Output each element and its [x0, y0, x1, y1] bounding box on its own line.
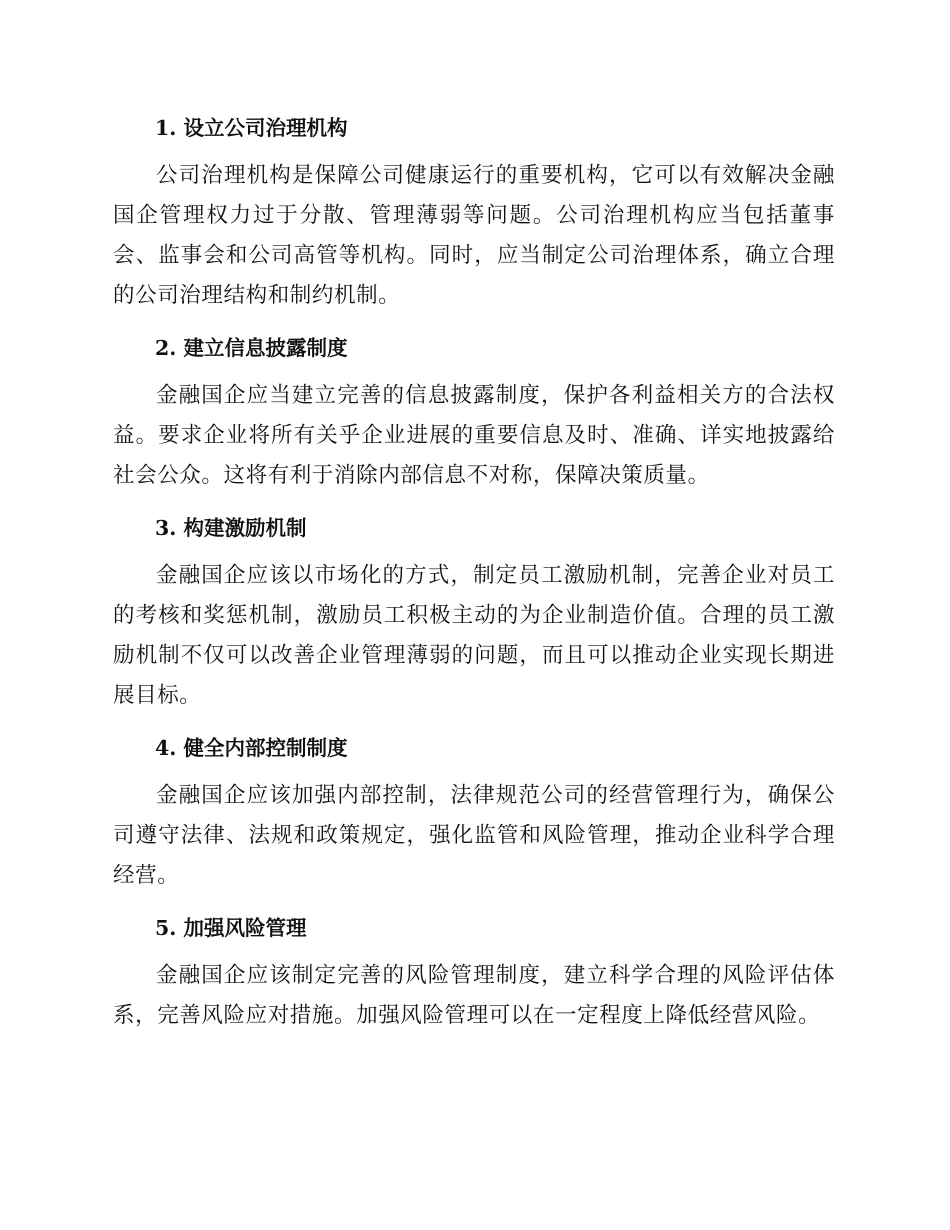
section-body-3: 金融国企应该以市场化的方式，制定员工激励机制，完善企业对员工的考核和奖惩机制，激励员工积极主动的为企业制造价值。合理的员工激励机制不仅可以改善企业管理薄弱的问题，而且可以推动企业实现长期进展目标。: [113, 563, 835, 708]
section-heading-2: 2. 建立信息披露制度: [155, 336, 348, 360]
section-body-4: 金融国企应该加强内部控制，法律规范公司的经营管理行为，确保公司遵守法律、法规和政策规定，强化监管和风险管理，推动企业科学合理经营。: [113, 783, 835, 888]
section-heading-3: 3. 构建激励机制: [155, 516, 307, 540]
document-content: [113, 108, 835, 1048]
section-body-5: 金融国企应该制定完善的风险管理制度，建立科学合理的风险评估体系，完善风险应对措施。加强风险管理可以在一定程度上降低经营风险。: [113, 963, 835, 1028]
section-heading-4: 4. 健全内部控制制度: [155, 736, 348, 760]
section-heading-5: 5. 加强风险管理: [155, 916, 307, 940]
section-body-1: 公司治理机构是保障公司健康运行的重要机构，它可以有效解决金融国企管理权力过于分散、管理薄弱等问题。公司治理机构应当包括董事会、监事会和公司高管等机构。同时，应当制定公司治理体系，确立合理的公司治理结构和制约机制。: [113, 163, 835, 308]
section-body-2: 金融国企应当建立完善的信息披露制度，保护各利益相关方的合法权益。要求企业将所有关乎企业进展的重要信息及时、准确、详实地披露给社会公众。这将有利于消除内部信息不对称，保障决策质量。: [113, 383, 835, 488]
section-heading-1: 1. 设立公司治理机构: [155, 116, 348, 140]
